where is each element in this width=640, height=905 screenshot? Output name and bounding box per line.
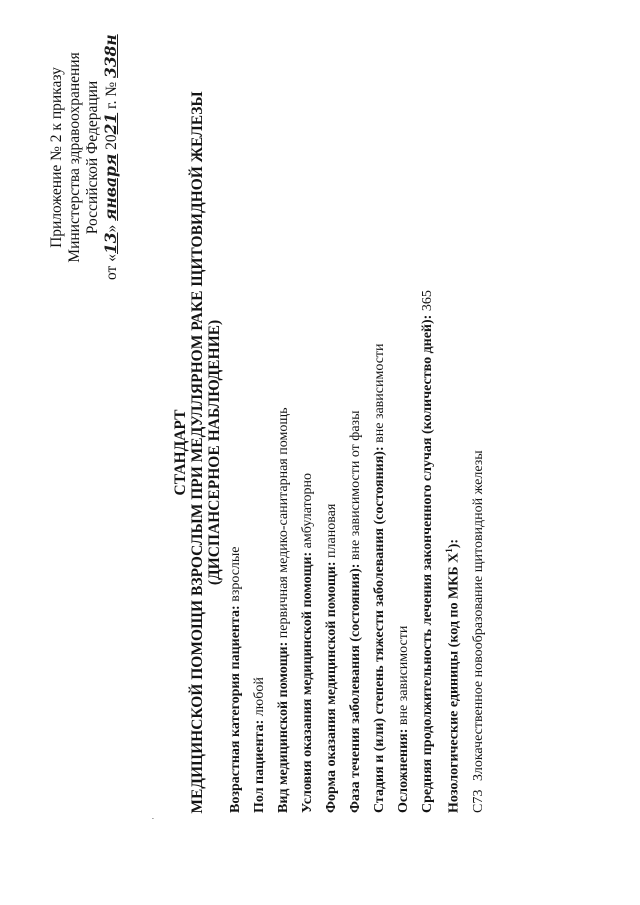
order-number: 338н (101, 34, 120, 78)
param-value: вне зависимости (372, 343, 387, 447)
approval-line-1: Приложение № 2 к приказу (48, 67, 65, 248)
param-care-type (276, 33, 292, 813)
nosology-label: Нозологические единицы (код по МКБ X (446, 552, 462, 813)
title-block (172, 20, 223, 885)
param-value: взрослые (228, 546, 243, 606)
param-label: Условия оказания медицинской помощи: (300, 551, 315, 813)
date-day: 13 (101, 232, 120, 255)
param-label: Стадия и (или) степень тяжести заболевания (состояния): (372, 446, 387, 813)
approval-line-2: Министерства здравоохранения (66, 52, 83, 263)
param-age-category (228, 33, 244, 813)
param-care-form (324, 33, 340, 813)
date-prefix: от « (103, 254, 120, 280)
param-average-duration (420, 33, 436, 813)
param-label: Осложнения: (396, 728, 411, 813)
param-value: вне зависимости (396, 625, 411, 729)
param-disease-stage (372, 33, 388, 813)
date-month: января (101, 153, 120, 221)
param-value: первичная медико-санитарная помощь (276, 407, 291, 642)
date-year-prefix: 20 (103, 134, 120, 154)
nosology-heading (444, 33, 463, 813)
footnote-mark: 1 (444, 548, 454, 553)
param-complications (396, 33, 412, 813)
date-year-suffix: 21 (101, 112, 120, 135)
param-label: Пол пациента: (252, 719, 267, 813)
param-value: 365 (420, 290, 435, 315)
param-care-conditions (300, 33, 316, 813)
icd-description: Злокачественное новообразование щитовидной железы (470, 450, 486, 781)
scan-speck: · (148, 817, 158, 820)
param-value: вне зависимости от фазы (348, 410, 363, 564)
nosology-label-end: ): (446, 538, 462, 549)
standard-parameters (228, 33, 487, 813)
param-label: Средняя продолжительность лечения законченного случая (количество дней): (420, 314, 435, 813)
date-suffix: г. № (103, 77, 120, 113)
nosology-row (471, 33, 487, 813)
param-label: Возрастная категория пациента: (228, 605, 243, 813)
param-disease-phase (348, 33, 364, 813)
date-mid: » (103, 220, 120, 233)
approval-date-line (102, 35, 121, 280)
param-value: плановая (324, 503, 339, 562)
document-heading: СТАНДАРТ (172, 409, 189, 496)
param-value: амбулаторно (300, 473, 315, 552)
param-label: Вид медицинской помощи: (276, 641, 291, 813)
approval-line-3: Российской Федерации (84, 80, 101, 235)
param-value: любой (252, 677, 267, 720)
param-sex (252, 33, 268, 813)
approval-block (48, 35, 121, 280)
param-label: Фаза течения заболевания (состояния): (348, 563, 363, 813)
document-title-line-2: (ДИСПАНСЕРНОЕ НАБЛЮДЕНИЕ) (206, 319, 223, 586)
icd-code: C73 (470, 789, 486, 813)
param-label: Форма оказания медицинской помощи: (324, 561, 339, 813)
document-title-line-1: МЕДИЦИНСКОЙ ПОМОЩИ ВЗРОСЛЫМ ПРИ МЕДУЛЛЯРНОМ РАКЕ ЩИТОВИДНОЙ ЖЕЛЕЗЫ (189, 91, 206, 814)
